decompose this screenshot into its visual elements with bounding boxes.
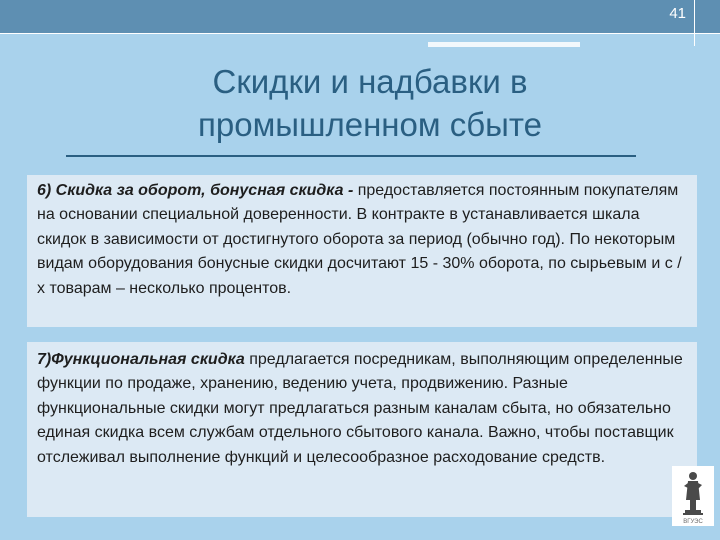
functional-discount-text: предлагается посредникам, выполняющим определенные функции по продаже, хранению, ведению учета, продвижению. Разные функциональные скидки могут предлагаться разным каналам сбыта, но обязательно единая скидка всем службам отдельного сбытового канала. Важно, чтобы поставщик отслеживал выполнение функций и целесообразное расходование средств. [37, 351, 683, 466]
header-accent-bar [428, 42, 580, 47]
statue-emblem-icon [672, 466, 714, 526]
title-underline [66, 155, 636, 157]
slide-number: 41 [669, 5, 686, 22]
bonus-discount-text: предоставляется постоянным покупателям на основании специальной доверенности. В контракте в устанавливается шкала скидок в зависимости от достигнутого оборота за период (обычно год). По некоторым видам оборудования бонусные скидки досчитают 15 - 30% оборота, по сырьевым и с /х товарам – несколько процентов. [37, 182, 682, 297]
header-divider-horizontal [0, 33, 720, 34]
header-divider-vertical [694, 0, 695, 46]
top-bar [0, 0, 720, 33]
bonus-discount-heading: 6) Скидка за оборот, бонусная скидка - [37, 182, 354, 199]
title-line-2: промышленном сбыте [198, 106, 542, 143]
text-box-bonus-discount [27, 175, 697, 327]
svg-text:ВГУЭС: ВГУЭС [683, 519, 703, 525]
slide-title [90, 60, 650, 146]
functional-discount-heading: 7)Функциональная скидка [37, 351, 245, 368]
title-line-1: Скидки и надбавки в [212, 63, 528, 100]
text-box-functional-discount [27, 342, 697, 517]
